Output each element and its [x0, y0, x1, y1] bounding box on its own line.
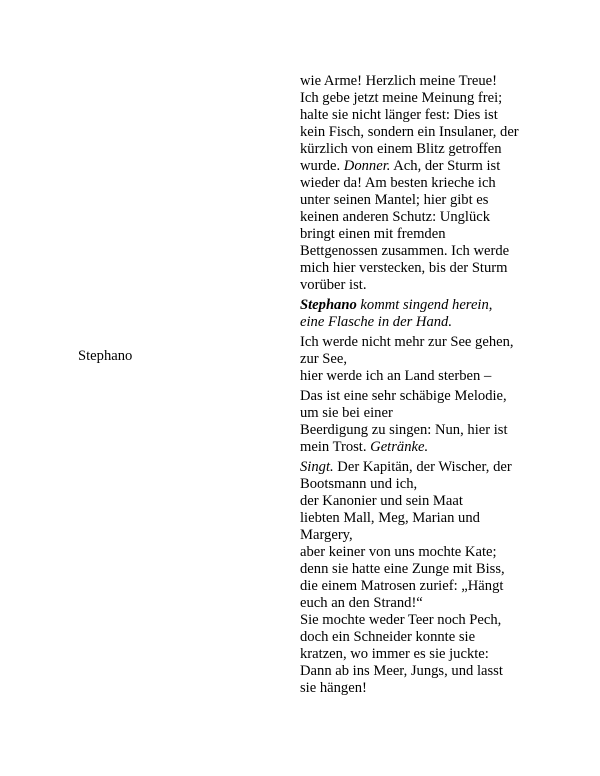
text-line: aber keiner von uns mochte Kate; [300, 544, 497, 560]
stage-direction-inline: Donner. [343, 158, 391, 174]
text-line: unter seinen Mantel; hier gibt es [300, 192, 489, 208]
text-line: Bootsmann und ich, [300, 476, 418, 492]
text-line: vorüber ist. [300, 277, 367, 293]
text-line: keinen anderen Schutz: Unglück [300, 209, 491, 225]
text-line [300, 459, 536, 476]
song-verse-1 [300, 334, 536, 385]
text-line: wie Arme! Herzlich meine Treue! [300, 73, 497, 89]
text-line: liebten Mall, Meg, Marian und [300, 510, 480, 526]
stage-direction [300, 297, 536, 331]
text-line: kürzlich von einem Blitz getroffen [300, 141, 502, 157]
text-line: wieder da! Am besten krieche ich [300, 175, 496, 191]
song-verse-2 [300, 459, 536, 697]
text-line: halte sie nicht länger fest: Dies ist [300, 107, 498, 123]
text-line: Sie mochte weder Teer noch Pech, [300, 612, 502, 628]
text-line: kratzen, wo immer es sie juckte: [300, 646, 489, 662]
stage-direction-text: kommt singend herein, [356, 297, 493, 313]
text-line: um sie bei einer [300, 405, 393, 421]
text-line: Das ist eine sehr schäbige Melodie, [300, 388, 507, 404]
text-fragment: Der Kapitän, der Wischer, der [333, 459, 512, 475]
stage-direction-text: eine Flasche in der Hand. [300, 314, 452, 330]
dialogue-column [300, 73, 536, 697]
text-line: kein Fisch, sondern ein Insulaner, der [300, 124, 519, 140]
text-fragment: mein Trost. [300, 439, 371, 455]
text-line: mich hier verstecken, bis der Sturm [300, 260, 508, 276]
stephano-comment [300, 388, 536, 456]
text-line: Dann ab ins Meer, Jungs, und lasst [300, 663, 503, 679]
text-line: bringt einen mit fremden [300, 226, 446, 242]
text-line [300, 439, 536, 456]
trinculo-speech [300, 73, 536, 294]
text-line: Bettgenossen zusammen. Ich werde [300, 243, 510, 259]
stage-direction-inline: Getränke. [370, 439, 429, 455]
text-line: der Kanonier und sein Maat [300, 493, 463, 509]
text-line: denn sie hatte eine Zunge mit Biss, [300, 561, 505, 577]
speaker-name: Stephano [78, 348, 133, 364]
text-fragment: wurde. [300, 158, 344, 174]
text-line: Margery, [300, 527, 353, 543]
text-line [300, 158, 536, 175]
text-line [300, 297, 536, 314]
text-fragment: Ach, der Sturm ist [390, 158, 501, 174]
text-line: Beerdigung zu singen: Nun, hier ist [300, 422, 508, 438]
text-line: euch an den Strand!“ [300, 595, 423, 611]
text-line: Ich werde nicht mehr zur See gehen, [300, 334, 514, 350]
stage-direction-name: Stephano [300, 297, 357, 313]
text-line: die einem Matrosen zurief: „Hängt [300, 578, 504, 594]
text-line: doch ein Schneider konnte sie [300, 629, 476, 645]
text-line: hier werde ich an Land sterben – [300, 368, 492, 384]
text-line: sie hängen! [300, 680, 367, 696]
text-line: Ich gebe jetzt meine Meinung frei; [300, 90, 503, 106]
text-line: zur See, [300, 351, 348, 367]
stage-direction-inline: Singt. [300, 459, 334, 475]
